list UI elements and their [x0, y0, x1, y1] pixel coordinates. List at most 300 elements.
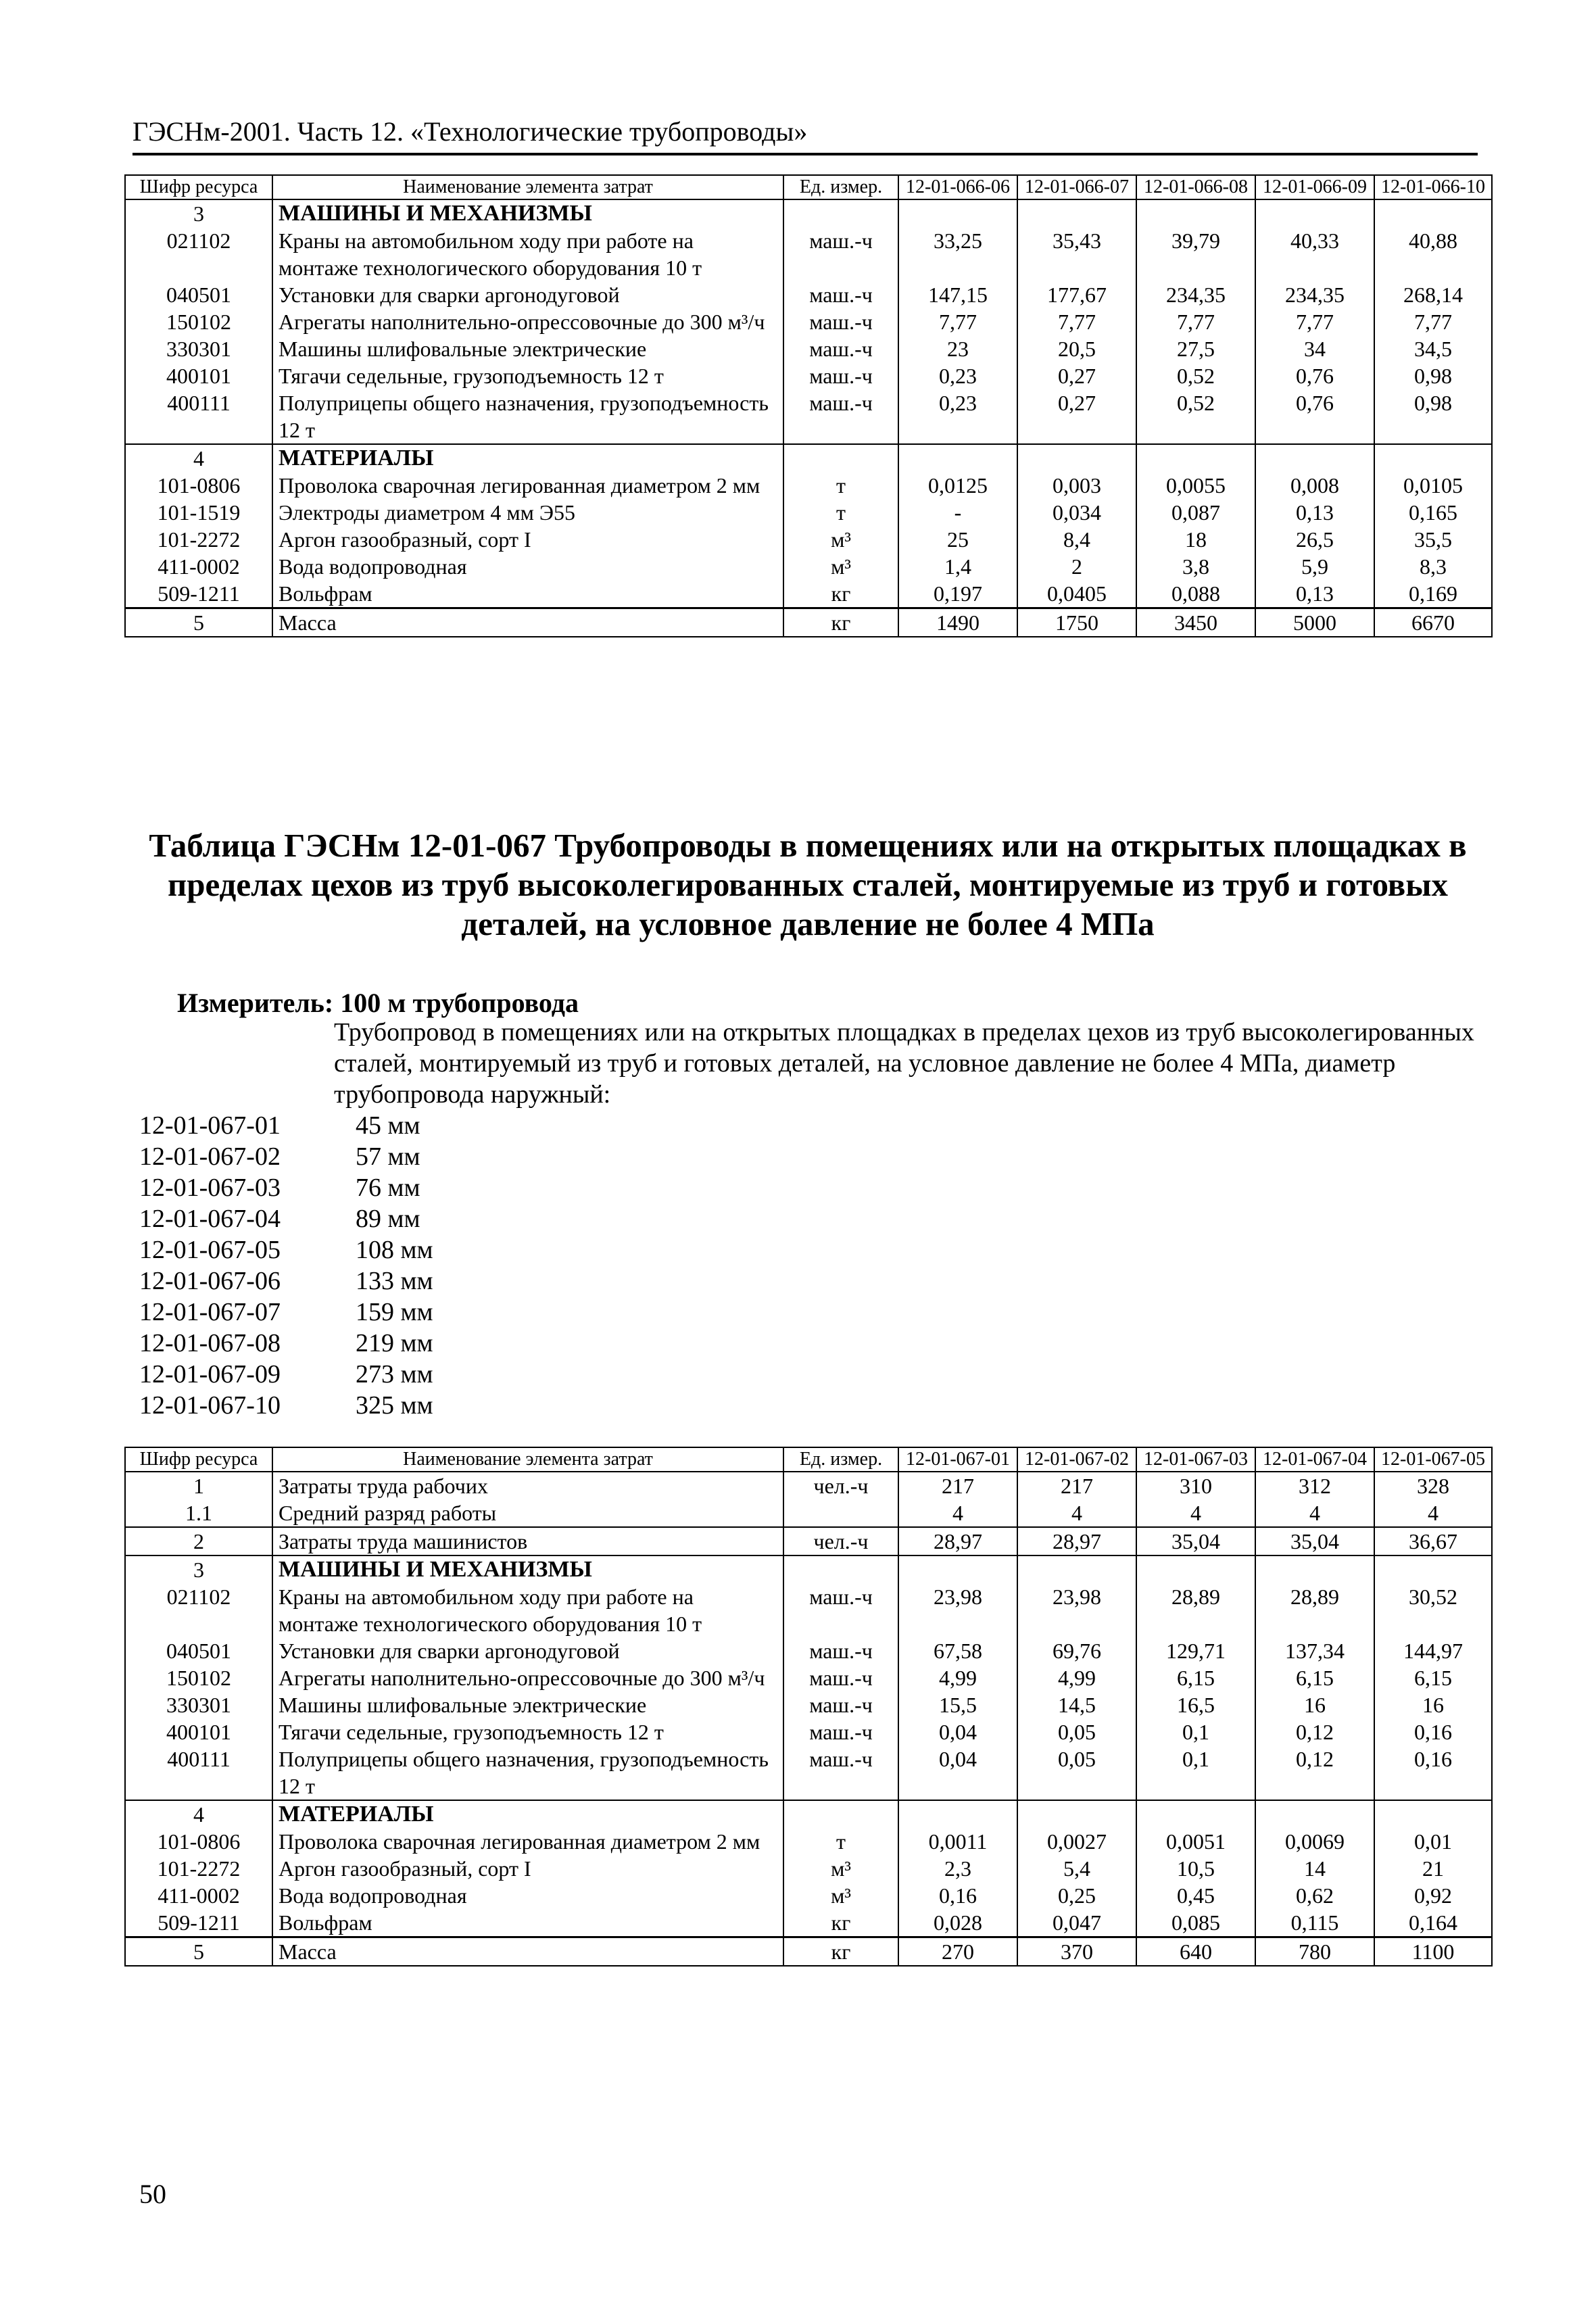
resource-code: 101-1519 [125, 499, 272, 526]
table-row [125, 1937, 1492, 1967]
table-body [125, 199, 1492, 637]
value-cell: 0,23 [898, 362, 1017, 389]
resource-code: 021102 [125, 227, 272, 281]
diameter-size: 159 мм [356, 1298, 433, 1326]
value-cell: 15,5 [898, 1691, 1017, 1718]
table-row [125, 1718, 1492, 1745]
value-cell: 0,62 [1255, 1882, 1374, 1909]
value-cell: 217 [1017, 1472, 1136, 1499]
diameter-item [139, 1203, 433, 1234]
value-cell: 3450 [1136, 608, 1255, 637]
value-cell: 0,52 [1136, 389, 1255, 444]
value-cell: 25 [898, 526, 1017, 553]
header-unit: Ед. измер. [783, 175, 898, 199]
value-cell: 370 [1017, 1937, 1136, 1967]
unit-cell: кг [783, 1937, 898, 1967]
value-cell: 35,04 [1136, 1527, 1255, 1555]
header-norm-code: 12-01-067-02 [1017, 1447, 1136, 1472]
header-norm-code: 12-01-067-05 [1374, 1447, 1492, 1472]
value-cell: 0,088 [1136, 580, 1255, 608]
running-header: ГЭСНм-2001. Часть 12. «Технологические трубопроводы» [132, 115, 1478, 155]
value-cell: 0,003 [1017, 472, 1136, 499]
unit-cell: маш.-ч [783, 362, 898, 389]
resource-code: 021102 [125, 1583, 272, 1637]
value-cell: 137,34 [1255, 1637, 1374, 1664]
unit-cell [783, 444, 898, 472]
diameter-item [139, 1172, 433, 1203]
unit-cell: маш.-ч [783, 1583, 898, 1637]
value-cell [1136, 1555, 1255, 1583]
unit-cell [783, 1800, 898, 1828]
table-row [125, 1882, 1492, 1909]
header-norm-code: 12-01-066-09 [1255, 175, 1374, 199]
value-cell: 0,16 [898, 1882, 1017, 1909]
value-cell: 0,085 [1136, 1909, 1255, 1937]
value-cell: 0,16 [1374, 1745, 1492, 1800]
value-cell: 2 [1017, 553, 1136, 580]
value-cell: 0,1 [1136, 1745, 1255, 1800]
value-cell [898, 1555, 1017, 1583]
resource-name: Машины шлифовальные электрические [272, 335, 783, 362]
unit-cell: маш.-ч [783, 1745, 898, 1800]
diameter-size: 273 мм [356, 1360, 433, 1389]
resource-code: 509-1211 [125, 1909, 272, 1937]
unit-cell: маш.-ч [783, 281, 898, 308]
table-row [125, 1499, 1492, 1527]
value-cell: 4 [1136, 1499, 1255, 1527]
value-cell: 0,92 [1374, 1882, 1492, 1909]
value-cell: 21 [1374, 1855, 1492, 1882]
resource-name: Установки для сварки аргонодуговой [272, 281, 783, 308]
value-cell: 0,165 [1374, 499, 1492, 526]
value-cell: 28,89 [1136, 1583, 1255, 1637]
resource-name: Машины шлифовальные электрические [272, 1691, 783, 1718]
norm-code: 12-01-067-10 [139, 1391, 281, 1420]
table-row [125, 1909, 1492, 1937]
resource-code: 330301 [125, 1691, 272, 1718]
resource-code: 2 [125, 1527, 272, 1555]
table-row [125, 1637, 1492, 1664]
value-cell: 8,3 [1374, 553, 1492, 580]
diameter-size: 133 мм [356, 1267, 433, 1295]
value-cell: 10,5 [1136, 1855, 1255, 1882]
resource-name: Краны на автомобильном ходу при работе на монтаже технологического оборудования 10 т [272, 227, 783, 281]
value-cell: 310 [1136, 1472, 1255, 1499]
resource-name: Затраты труда рабочих [272, 1472, 783, 1499]
page-number: 50 [139, 2179, 166, 2209]
resource-name: Средний разряд работы [272, 1499, 783, 1527]
value-cell: 0,0405 [1017, 580, 1136, 608]
value-cell: 3,8 [1136, 553, 1255, 580]
resource-code: 411-0002 [125, 553, 272, 580]
resource-name: Тягачи седельные, грузоподъемность 12 т [272, 1718, 783, 1745]
value-cell: 14 [1255, 1855, 1374, 1882]
value-cell: 0,25 [1017, 1882, 1136, 1909]
unit-cell [783, 1499, 898, 1527]
value-cell: 0,76 [1255, 389, 1374, 444]
resource-name: Полуприцепы общего назначения, грузоподъемность 12 т [272, 1745, 783, 1800]
resource-code: 4 [125, 1800, 272, 1828]
value-cell: 1750 [1017, 608, 1136, 637]
value-cell: 4 [1017, 1499, 1136, 1527]
measurement-unit: Измеритель: 100 м трубопровода [177, 988, 579, 1018]
value-cell: 4 [1374, 1499, 1492, 1527]
value-cell: 0,008 [1255, 472, 1374, 499]
value-cell [1255, 444, 1374, 472]
resource-name: Краны на автомобильном ходу при работе на монтаже технологического оборудования 10 т [272, 1583, 783, 1637]
unit-cell: маш.-ч [783, 389, 898, 444]
table-row [125, 1664, 1492, 1691]
diameter-size: 45 мм [356, 1111, 420, 1140]
norm-code: 12-01-067-08 [139, 1329, 281, 1357]
value-cell: 270 [898, 1937, 1017, 1967]
value-cell [1374, 444, 1492, 472]
value-cell: 36,67 [1374, 1527, 1492, 1555]
table-row [125, 472, 1492, 499]
resource-name: Вольфрам [272, 1909, 783, 1937]
value-cell: 28,97 [1017, 1527, 1136, 1555]
value-cell: 0,0125 [898, 472, 1017, 499]
diameter-item [139, 1359, 433, 1390]
value-cell: 23 [898, 335, 1017, 362]
table-row [125, 1472, 1492, 1499]
value-cell: 4,99 [898, 1664, 1017, 1691]
resource-name: Масса [272, 608, 783, 637]
table-title: Таблица ГЭСНм 12-01-067 Трубопроводы в помещениях или на открытых площадках в пределах цехов из труб высоколегированных сталей, монтируемые из труб и готовых деталей, на условное давление не более 4 МПа [149, 827, 1467, 942]
value-cell: 0,27 [1017, 362, 1136, 389]
diameter-size: 325 мм [356, 1391, 433, 1420]
header-row [125, 1447, 1492, 1472]
value-cell: 0,45 [1136, 1882, 1255, 1909]
value-cell [1136, 199, 1255, 227]
resource-name: МАТЕРИАЛЫ [272, 444, 783, 472]
unit-cell: кг [783, 1909, 898, 1937]
resource-name: МАШИНЫ И МЕХАНИЗМЫ [272, 1555, 783, 1583]
value-cell: 0,13 [1255, 499, 1374, 526]
value-cell: 0,52 [1136, 362, 1255, 389]
diameter-size: 219 мм [356, 1329, 433, 1357]
value-cell [1255, 1800, 1374, 1828]
value-cell: 0,0027 [1017, 1828, 1136, 1855]
value-cell: 1490 [898, 608, 1017, 637]
diameter-item [139, 1390, 433, 1421]
resource-code: 3 [125, 1555, 272, 1583]
section-row [125, 444, 1492, 472]
value-cell: 0,98 [1374, 362, 1492, 389]
norm-code: 12-01-067-01 [139, 1111, 281, 1140]
value-cell: 0,04 [898, 1745, 1017, 1800]
resource-name: Вольфрам [272, 580, 783, 608]
value-cell: 0,164 [1374, 1909, 1492, 1937]
header-norm-code: 12-01-067-01 [898, 1447, 1017, 1472]
diameter-item [139, 1141, 433, 1172]
value-cell: 6670 [1374, 608, 1492, 637]
norm-code: 12-01-067-05 [139, 1236, 281, 1264]
value-cell: 7,77 [1136, 308, 1255, 335]
resource-code: 411-0002 [125, 1882, 272, 1909]
value-cell: 268,14 [1374, 281, 1492, 308]
value-cell: 40,88 [1374, 227, 1492, 281]
value-cell: 16 [1255, 1691, 1374, 1718]
value-cell: 234,35 [1255, 281, 1374, 308]
value-cell: 0,0011 [898, 1828, 1017, 1855]
diameter-item [139, 1297, 433, 1328]
resource-code: 150102 [125, 308, 272, 335]
value-cell: 23,98 [898, 1583, 1017, 1637]
diameter-item [139, 1234, 433, 1265]
value-cell: 234,35 [1136, 281, 1255, 308]
value-cell: 217 [898, 1472, 1017, 1499]
value-cell: 0,05 [1017, 1745, 1136, 1800]
value-cell [1255, 1555, 1374, 1583]
value-cell: 6,15 [1255, 1664, 1374, 1691]
value-cell: 177,67 [1017, 281, 1136, 308]
norm-code: 12-01-067-09 [139, 1360, 281, 1389]
resource-code: 1 [125, 1472, 272, 1499]
value-cell: 27,5 [1136, 335, 1255, 362]
value-cell: 33,25 [898, 227, 1017, 281]
value-cell [1136, 1800, 1255, 1828]
norm-code: 12-01-067-04 [139, 1205, 281, 1233]
header-code: Шифр ресурса [125, 175, 272, 199]
value-cell: 28,89 [1255, 1583, 1374, 1637]
value-cell: 0,98 [1374, 389, 1492, 444]
value-cell: 28,97 [898, 1527, 1017, 1555]
header-row [125, 175, 1492, 199]
value-cell: 0,76 [1255, 362, 1374, 389]
work-description: Трубопровод в помещениях или на открытых площадках в пределах цехов из труб высоколегированных сталей, монтируемый из труб и готовых деталей, на условное давление не более 4 МПа, диаметр трубопровода наружный: [334, 1018, 1474, 1109]
diameter-size: 57 мм [356, 1142, 420, 1171]
header-norm-code: 12-01-066-10 [1374, 175, 1492, 199]
value-cell: 0,16 [1374, 1718, 1492, 1745]
value-cell: 35,04 [1255, 1527, 1374, 1555]
resource-name: Масса [272, 1937, 783, 1967]
resource-name: Установки для сварки аргонодуговой [272, 1637, 783, 1664]
value-cell: 7,77 [1255, 308, 1374, 335]
header-code: Шифр ресурса [125, 1447, 272, 1472]
unit-cell: м³ [783, 553, 898, 580]
value-cell: 1100 [1374, 1937, 1492, 1967]
unit-cell: маш.-ч [783, 335, 898, 362]
resource-name: Вода водопроводная [272, 1882, 783, 1909]
value-cell: 35,43 [1017, 227, 1136, 281]
value-cell: 5000 [1255, 608, 1374, 637]
resource-name: Аргон газообразный, сорт I [272, 1855, 783, 1882]
table-row [125, 335, 1492, 362]
value-cell: 0,0051 [1136, 1828, 1255, 1855]
resource-name: Электроды диаметром 4 мм Э55 [272, 499, 783, 526]
unit-cell: маш.-ч [783, 1691, 898, 1718]
resource-code: 5 [125, 1937, 272, 1967]
resource-code: 5 [125, 608, 272, 637]
table-row [125, 580, 1492, 608]
resource-code: 509-1211 [125, 580, 272, 608]
norm-code: 12-01-067-03 [139, 1174, 281, 1202]
norm-code: 12-01-067-06 [139, 1267, 281, 1295]
header-name: Наименование элемента затрат [272, 175, 783, 199]
resource-name: МАШИНЫ И МЕХАНИЗМЫ [272, 199, 783, 227]
unit-cell: маш.-ч [783, 1637, 898, 1664]
unit-cell: м³ [783, 526, 898, 553]
value-cell: 26,5 [1255, 526, 1374, 553]
value-cell: 0,028 [898, 1909, 1017, 1937]
value-cell [1017, 444, 1136, 472]
norm-code: 12-01-067-07 [139, 1298, 281, 1326]
value-cell: 0,0055 [1136, 472, 1255, 499]
unit-cell: кг [783, 608, 898, 637]
value-cell [1017, 1800, 1136, 1828]
value-cell: 6,15 [1136, 1664, 1255, 1691]
value-cell: 0,13 [1255, 580, 1374, 608]
unit-cell [783, 1555, 898, 1583]
resource-code: 101-2272 [125, 526, 272, 553]
table-row [125, 1855, 1492, 1882]
diameter-list [139, 1110, 433, 1421]
header-unit: Ед. измер. [783, 1447, 898, 1472]
value-cell: 30,52 [1374, 1583, 1492, 1637]
value-cell: 69,76 [1017, 1637, 1136, 1664]
value-cell: 5,9 [1255, 553, 1374, 580]
resource-name: Тягачи седельные, грузоподъемность 12 т [272, 362, 783, 389]
value-cell: 0,047 [1017, 1909, 1136, 1937]
value-cell: 312 [1255, 1472, 1374, 1499]
value-cell [898, 444, 1017, 472]
table-row [125, 1691, 1492, 1718]
section-row [125, 1800, 1492, 1828]
value-cell: 5,4 [1017, 1855, 1136, 1882]
value-cell: 7,77 [898, 308, 1017, 335]
value-cell: 0,05 [1017, 1718, 1136, 1745]
value-cell: - [898, 499, 1017, 526]
unit-cell: маш.-ч [783, 1718, 898, 1745]
resource-code: 101-0806 [125, 472, 272, 499]
value-cell [1136, 444, 1255, 472]
section-row [125, 199, 1492, 227]
value-cell [1017, 199, 1136, 227]
value-cell: 4,99 [1017, 1664, 1136, 1691]
value-cell: 640 [1136, 1937, 1255, 1967]
value-cell: 6,15 [1374, 1664, 1492, 1691]
table-row [125, 553, 1492, 580]
value-cell: 0,169 [1374, 580, 1492, 608]
value-cell: 23,98 [1017, 1583, 1136, 1637]
value-cell: 0,1 [1136, 1718, 1255, 1745]
table-row [125, 1527, 1492, 1555]
table-row [125, 499, 1492, 526]
unit-cell: чел.-ч [783, 1527, 898, 1555]
value-cell: 39,79 [1136, 227, 1255, 281]
value-cell: 67,58 [898, 1637, 1017, 1664]
unit-cell: т [783, 499, 898, 526]
resource-name: Аргон газообразный, сорт I [272, 526, 783, 553]
resource-code: 1.1 [125, 1499, 272, 1527]
table-header [125, 1447, 1492, 1472]
value-cell [898, 1800, 1017, 1828]
table-header [125, 175, 1492, 199]
value-cell: 34,5 [1374, 335, 1492, 362]
value-cell: 20,5 [1017, 335, 1136, 362]
resource-code: 400111 [125, 1745, 272, 1800]
resource-code: 040501 [125, 1637, 272, 1664]
diameter-size: 89 мм [356, 1205, 420, 1233]
value-cell [1255, 199, 1374, 227]
value-cell: 0,034 [1017, 499, 1136, 526]
header-norm-code: 12-01-067-03 [1136, 1447, 1255, 1472]
value-cell: 0,01 [1374, 1828, 1492, 1855]
header-norm-code: 12-01-066-07 [1017, 175, 1136, 199]
diameter-size: 76 мм [356, 1174, 420, 1202]
resource-code: 101-0806 [125, 1828, 272, 1855]
value-cell: 0,12 [1255, 1718, 1374, 1745]
value-cell [1017, 1555, 1136, 1583]
resource-name: Затраты труда машинистов [272, 1527, 783, 1555]
resource-name: Агрегаты наполнительно-опрессовочные до 300 м³/ч [272, 1664, 783, 1691]
value-cell [1374, 199, 1492, 227]
value-cell: 129,71 [1136, 1637, 1255, 1664]
value-cell: 16 [1374, 1691, 1492, 1718]
unit-cell: т [783, 1828, 898, 1855]
diameter-item [139, 1110, 433, 1141]
table-row [125, 1828, 1492, 1855]
value-cell: 4 [898, 1499, 1017, 1527]
value-cell: 7,77 [1374, 308, 1492, 335]
value-cell: 0,115 [1255, 1909, 1374, 1937]
resource-name: Проволока сварочная легированная диаметром 2 мм [272, 1828, 783, 1855]
table-row [125, 526, 1492, 553]
unit-cell: маш.-ч [783, 1664, 898, 1691]
section-row [125, 1555, 1492, 1583]
table-row [125, 608, 1492, 637]
resource-code: 400101 [125, 362, 272, 389]
table-row [125, 1745, 1492, 1800]
diameter-size: 108 мм [356, 1236, 433, 1264]
unit-cell: кг [783, 580, 898, 608]
table-row [125, 389, 1492, 444]
unit-cell: чел.-ч [783, 1472, 898, 1499]
diameter-item [139, 1265, 433, 1297]
value-cell [1374, 1800, 1492, 1828]
unit-cell: м³ [783, 1882, 898, 1909]
value-cell: 780 [1255, 1937, 1374, 1967]
value-cell: 40,33 [1255, 227, 1374, 281]
resource-name: Проволока сварочная легированная диаметром 2 мм [272, 472, 783, 499]
value-cell: 147,15 [898, 281, 1017, 308]
header-name: Наименование элемента затрат [272, 1447, 783, 1472]
value-cell: 34 [1255, 335, 1374, 362]
unit-cell: м³ [783, 1855, 898, 1882]
value-cell: 0,0105 [1374, 472, 1492, 499]
value-cell: 0,27 [1017, 389, 1136, 444]
value-cell: 328 [1374, 1472, 1492, 1499]
value-cell: 8,4 [1017, 526, 1136, 553]
diameter-item [139, 1328, 433, 1359]
resource-name: МАТЕРИАЛЫ [272, 1800, 783, 1828]
value-cell: 16,5 [1136, 1691, 1255, 1718]
resource-code: 400101 [125, 1718, 272, 1745]
resource-name: Вода водопроводная [272, 553, 783, 580]
value-cell: 144,97 [1374, 1637, 1492, 1664]
unit-cell: маш.-ч [783, 308, 898, 335]
resource-code: 400111 [125, 389, 272, 444]
table-row [125, 281, 1492, 308]
value-cell: 2,3 [898, 1855, 1017, 1882]
value-cell [1374, 1555, 1492, 1583]
value-cell [898, 199, 1017, 227]
resource-code: 3 [125, 199, 272, 227]
resource-name: Полуприцепы общего назначения, грузоподъемность 12 т [272, 389, 783, 444]
resource-table-066 [124, 174, 1493, 637]
norm-code: 12-01-067-02 [139, 1142, 281, 1171]
